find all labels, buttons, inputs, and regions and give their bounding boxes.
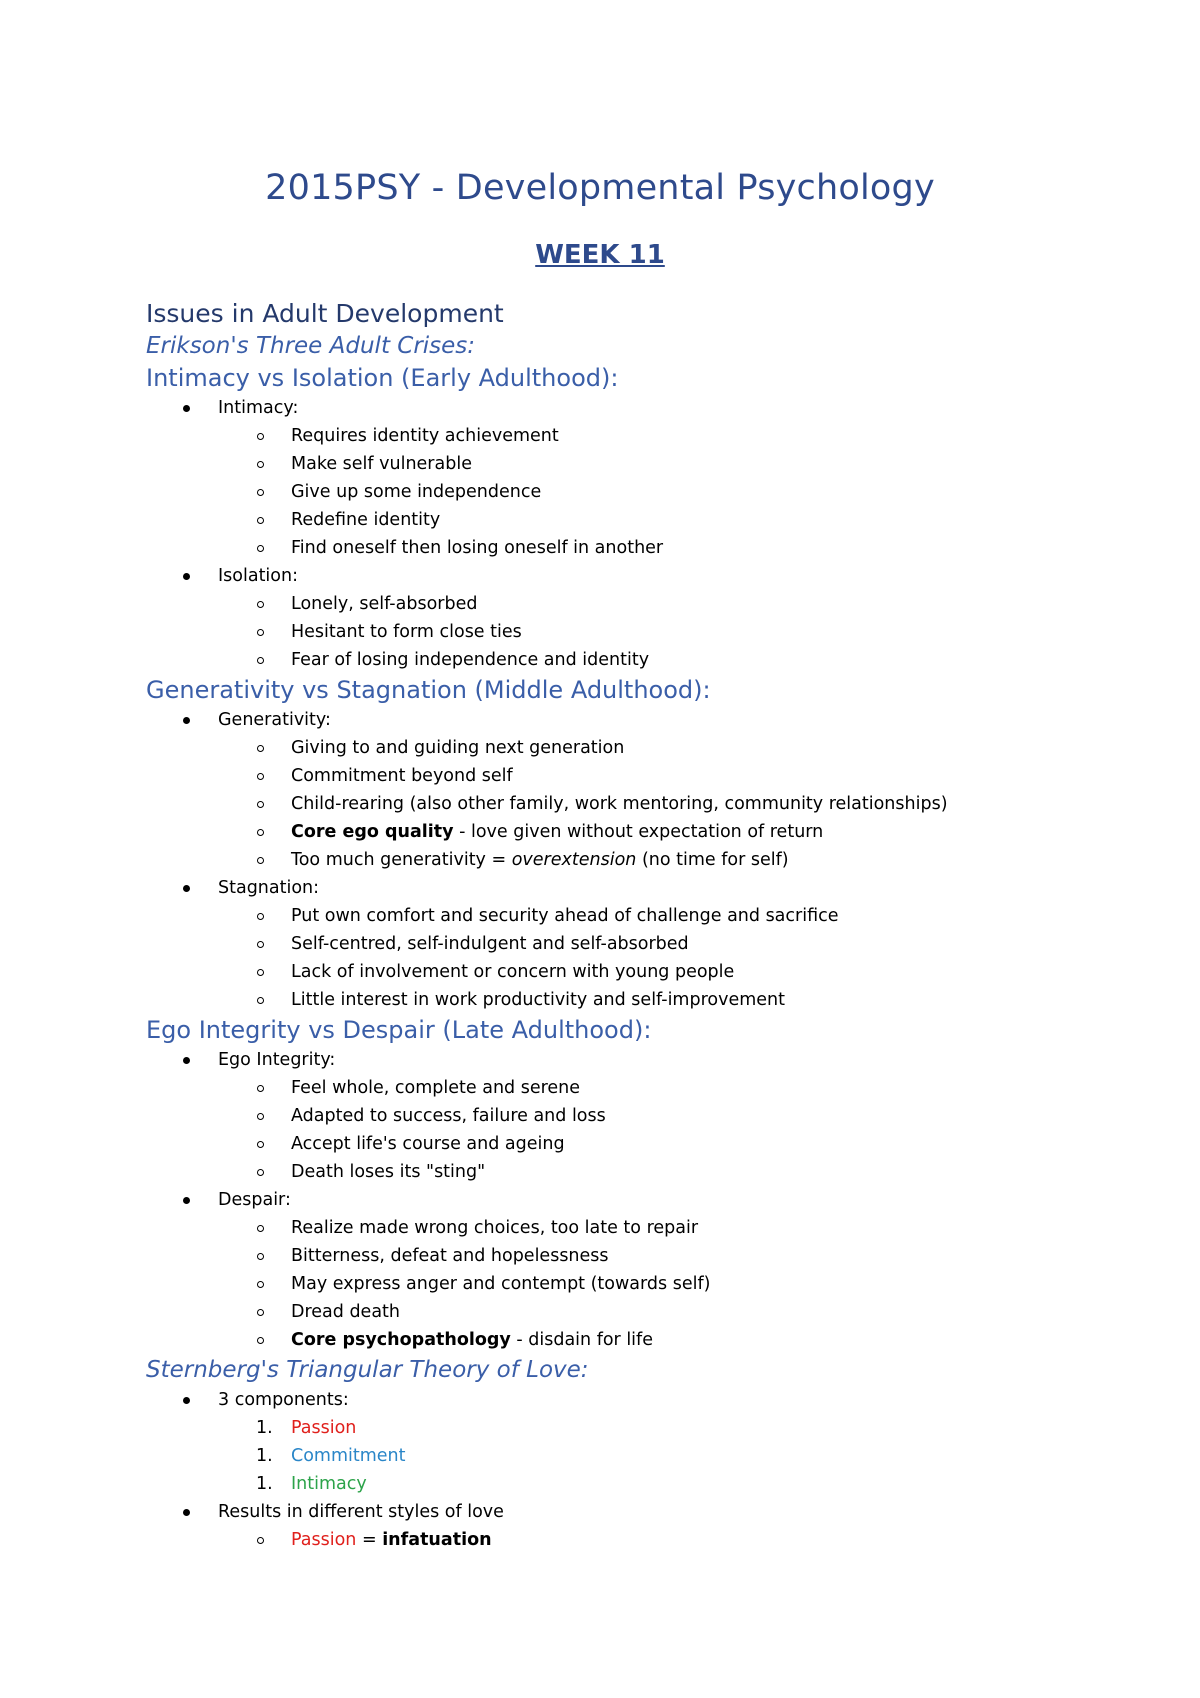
circle-bullet-icon <box>257 969 264 976</box>
list-item: Self-centred, self-indulgent and self-absorbed <box>146 930 1146 958</box>
list-item: Give up some independence <box>146 478 1146 506</box>
circle-bullet-icon <box>257 829 264 836</box>
list-item: Bitterness, defeat and hopelessness <box>146 1242 1146 1270</box>
bullet-icon <box>183 1197 190 1204</box>
list-item: Ego Integrity: <box>146 1046 1146 1074</box>
bullet-icon <box>183 1397 190 1404</box>
circle-bullet-icon <box>257 461 264 468</box>
circle-bullet-icon <box>257 941 264 948</box>
circle-bullet-icon <box>257 801 264 808</box>
circle-bullet-icon <box>257 1085 264 1092</box>
component-label: Passion <box>291 1418 357 1438</box>
bullet-icon <box>183 885 190 892</box>
circle-bullet-icon <box>257 657 264 664</box>
circle-bullet-icon <box>257 1337 264 1344</box>
passion-label: Passion <box>291 1530 357 1550</box>
circle-bullet-icon <box>257 601 264 608</box>
list-item: Child-rearing (also other family, work mentoring, community relationships) <box>146 790 1146 818</box>
list-item: Generativity: <box>146 706 1146 734</box>
circle-bullet-icon <box>257 1309 264 1316</box>
bold-term: infatuation <box>382 1530 492 1550</box>
heading-generativity-vs-stagnation: Generativity vs Stagnation (Middle Adulthood): <box>146 676 711 704</box>
circle-bullet-icon <box>257 489 264 496</box>
list-item: Requires identity achievement <box>146 422 1146 450</box>
component-passion: 1. Passion <box>256 1418 357 1438</box>
bullet-icon <box>183 573 190 580</box>
list-item: Core psychopathology - disdain for life <box>146 1326 1146 1354</box>
week-heading: WEEK 11 <box>535 240 665 270</box>
circle-bullet-icon <box>257 1113 264 1120</box>
list-item: Little interest in work productivity and self-improvement <box>146 986 1146 1014</box>
circle-bullet-icon <box>257 857 264 864</box>
heading-erikson-crises: Erikson's Three Adult Crises: <box>146 333 476 359</box>
list-item: Fear of losing independence and identity <box>146 646 1146 674</box>
heading-integrity-vs-despair: Ego Integrity vs Despair (Late Adulthood): <box>146 1016 652 1044</box>
circle-bullet-icon <box>257 1225 264 1232</box>
bullet-icon <box>183 1509 190 1516</box>
circle-bullet-icon <box>257 913 264 920</box>
bullet-icon <box>183 1057 190 1064</box>
list-item: Adapted to success, failure and loss <box>146 1102 1146 1130</box>
circle-bullet-icon <box>257 745 264 752</box>
list-item: 3 components: <box>146 1386 1146 1414</box>
circle-bullet-icon <box>257 629 264 636</box>
document-title: 2015PSY - Developmental Psychology <box>265 168 935 208</box>
list-item: Accept life's course and ageing <box>146 1130 1146 1158</box>
component-intimacy: 1. Intimacy <box>256 1474 367 1494</box>
circle-bullet-icon <box>257 1141 264 1148</box>
component-label: Intimacy <box>291 1474 367 1494</box>
circle-bullet-icon <box>257 1537 264 1544</box>
circle-bullet-icon <box>257 773 264 780</box>
list-item: Death loses its "sting" <box>146 1158 1146 1186</box>
italic-term: overextension <box>511 850 637 870</box>
list-item: Lack of involvement or concern with young people <box>146 958 1146 986</box>
list-item: Stagnation: <box>146 874 1146 902</box>
circle-bullet-icon <box>257 517 264 524</box>
list-item: Make self vulnerable <box>146 450 1146 478</box>
bold-term: Core ego quality <box>291 822 454 842</box>
list-item: Passion = infatuation <box>146 1526 1146 1554</box>
list-item: Commitment beyond self <box>146 762 1146 790</box>
list-item: Too much generativity = overextension (no time for self) <box>146 846 1146 874</box>
list-item: Lonely, self-absorbed <box>146 590 1146 618</box>
list-item: Giving to and guiding next generation <box>146 734 1146 762</box>
list-item: Core ego quality - love given without expectation of return <box>146 818 1146 846</box>
circle-bullet-icon <box>257 545 264 552</box>
list-item: Despair: <box>146 1186 1146 1214</box>
list-item: Redefine identity <box>146 506 1146 534</box>
bullet-icon <box>183 405 190 412</box>
heading-issues-adult-development: Issues in Adult Development <box>146 299 504 328</box>
list-item: Isolation: <box>146 562 1146 590</box>
circle-bullet-icon <box>257 433 264 440</box>
component-label: Commitment <box>291 1446 406 1466</box>
list-item: Dread death <box>146 1298 1146 1326</box>
circle-bullet-icon <box>257 1169 264 1176</box>
list-item: Feel whole, complete and serene <box>146 1074 1146 1102</box>
component-commitment: 1. Commitment <box>256 1446 406 1466</box>
list-item: Realize made wrong choices, too late to repair <box>146 1214 1146 1242</box>
circle-bullet-icon <box>257 1253 264 1260</box>
list-item: Results in different styles of love <box>146 1498 1146 1526</box>
list-item: Put own comfort and security ahead of challenge and sacrifice <box>146 902 1146 930</box>
list-item: Hesitant to form close ties <box>146 618 1146 646</box>
list-item: Find oneself then losing oneself in another <box>146 534 1146 562</box>
circle-bullet-icon <box>257 1281 264 1288</box>
heading-intimacy-vs-isolation: Intimacy vs Isolation (Early Adulthood): <box>146 364 619 392</box>
circle-bullet-icon <box>257 997 264 1004</box>
list-item: May express anger and contempt (towards self) <box>146 1270 1146 1298</box>
heading-sternberg-theory: Sternberg's Triangular Theory of Love: <box>146 1357 589 1383</box>
list-item: Intimacy: <box>146 394 1146 422</box>
document-content <box>146 298 1146 1554</box>
bold-term: Core psychopathology <box>291 1330 511 1350</box>
bullet-icon <box>183 717 190 724</box>
